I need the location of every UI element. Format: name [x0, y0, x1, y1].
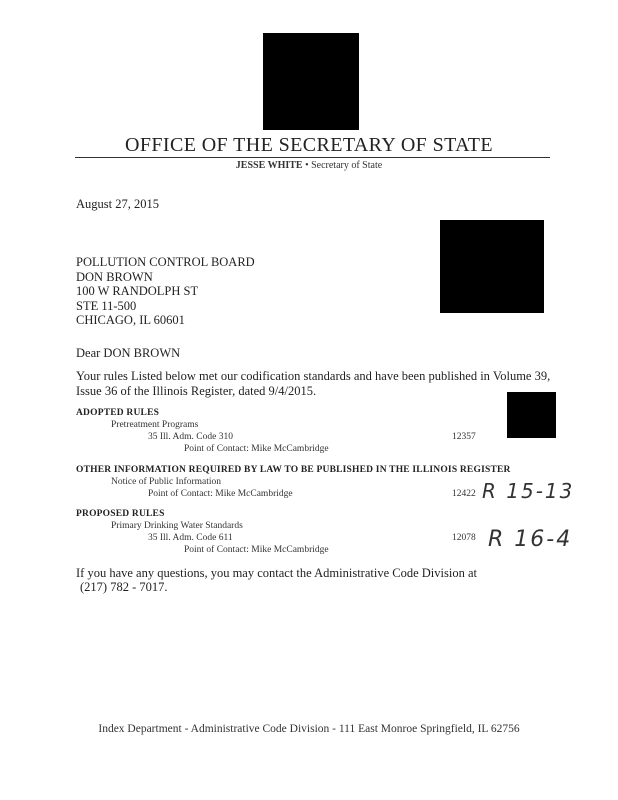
secretary-line	[0, 160, 618, 171]
adopted-rule-contact: Point of Contact: Mike McCambridge	[184, 444, 329, 454]
proposed-rule-code: 35 Ill. Adm. Code 611	[148, 533, 233, 543]
redacted-stamp	[440, 220, 544, 313]
handwritten-docket-note: R 15-13	[482, 479, 575, 503]
adopted-rule-name: Pretreatment Programs	[111, 420, 199, 430]
body-line-1: Your rules Listed below met our codification standards and have been published in Volume 39,	[76, 369, 551, 383]
handwritten-docket-note: R 16-4	[488, 527, 573, 552]
closing-line-1: If you have any questions, you may contact the Administrative Code Division at	[76, 566, 477, 580]
adopted-rule-code: 35 Ill. Adm. Code 310	[148, 432, 233, 442]
page-footer: Index Department - Administrative Code Division - 111 East Monroe Springfield, IL 62756	[98, 723, 520, 735]
other-rule-name: Notice of Public Information	[111, 477, 222, 487]
header-rule	[75, 157, 550, 158]
address-line: DON BROWN	[76, 269, 153, 284]
proposed-rule-page: 12078	[452, 533, 476, 543]
redacted-mark	[507, 392, 556, 438]
closing-line-2: (217) 782 - 7017.	[80, 580, 168, 594]
other-heading: OTHER INFORMATION REQUIRED BY LAW TO BE PUBLISHED IN THE ILLINOIS REGISTER	[76, 465, 511, 475]
recipient-address	[76, 255, 255, 328]
proposed-rule-name: Primary Drinking Water Standards	[111, 521, 243, 531]
address-line: CHICAGO, IL 60601	[76, 313, 185, 327]
other-rule-page: 12422	[452, 489, 476, 499]
letter-date: August 27, 2015	[76, 197, 159, 211]
salutation: Dear DON BROWN	[76, 346, 181, 360]
adopted-rule-page: 12357	[452, 432, 476, 442]
office-title: OFFICE OF THE SECRETARY OF STATE	[125, 134, 493, 156]
redacted-seal	[263, 33, 359, 130]
secretary-name: JESSE WHITE	[235, 160, 303, 171]
other-rule-contact: Point of Contact: Mike McCambridge	[148, 489, 293, 499]
adopted-heading: ADOPTED RULES	[76, 408, 160, 418]
body-line-2: Issue 36 of the Illinois Register, dated 9/4/2015.	[76, 384, 317, 398]
address-line: 100 W RANDOLPH ST	[76, 284, 199, 298]
secretary-title: • Secretary of State	[302, 160, 383, 171]
address-line: STE 11-500	[76, 298, 137, 313]
proposed-rule-contact: Point of Contact: Mike McCambridge	[184, 545, 329, 555]
proposed-heading: PROPOSED RULES	[76, 509, 165, 519]
address-line: POLLUTION CONTROL BOARD	[76, 255, 255, 269]
